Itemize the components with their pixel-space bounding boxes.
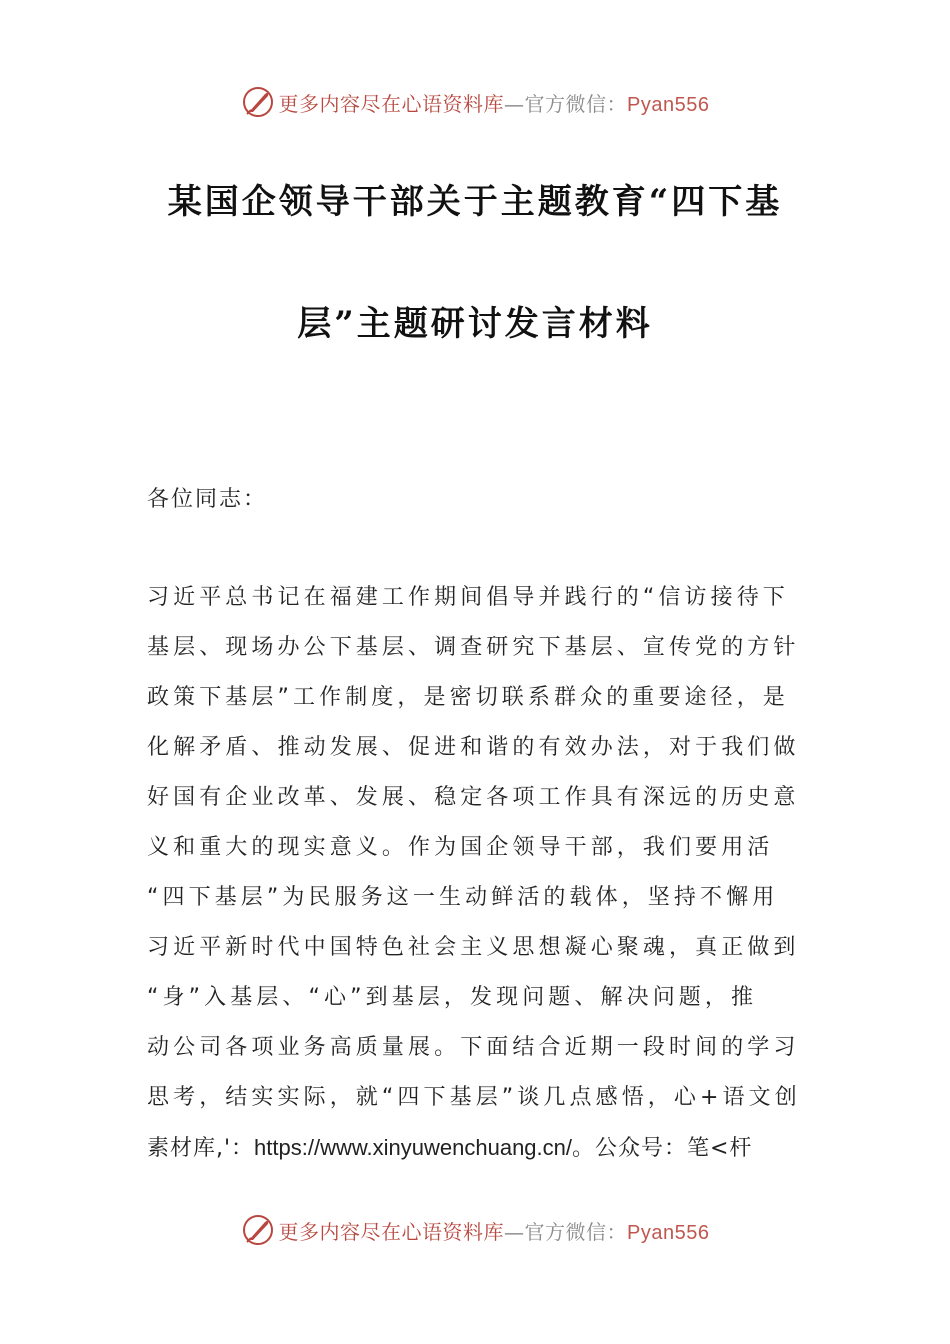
banner-wechat-id: Pyan556: [627, 93, 710, 116]
quill-logo-icon: [241, 85, 275, 119]
quill-logo-icon: [241, 1213, 275, 1247]
greeting: 各位同志：: [147, 487, 268, 512]
body-line: 义和重大的现实意义。作为国企领导干部，我们要用活: [147, 835, 774, 860]
body-line: 政策下基层”工作制度，是密切联系群众的重要途径，是: [147, 685, 789, 710]
banner-main-text: 更多内容尽在心语资料库: [278, 91, 505, 116]
banner-text: [279, 88, 710, 117]
body-line-last: [147, 1133, 807, 1183]
document-title-line-2: 层”主题研讨发言材料: [297, 304, 653, 344]
body-line: 习近平总书记在福建工作期间倡导并践行的“信访接待下: [147, 585, 789, 610]
body-line: “身”入基层、“心”到基层，发现问题、解决问题，推: [147, 985, 758, 1010]
banner-wechat-id: Pyan556: [627, 1221, 710, 1244]
banner-dash: —: [504, 91, 525, 116]
banner-main-text: 更多内容尽在心语资料库: [278, 1219, 505, 1244]
body-line: 思考，结实实际，就“四下基层”谈几点感悟，心+语文创: [147, 1085, 801, 1110]
last-line-prefix: 素材库,'：: [147, 1136, 255, 1161]
body-line: 习近平新时代中国特色社会主义思想凝心聚魂，真正做到: [147, 935, 800, 960]
body-line: “四下基层”为民服务这一生动鲜活的载体，坚持不懈用: [147, 885, 779, 910]
banner-dash: —: [504, 1219, 525, 1244]
body-line: 动公司各项业务高质量展。下面结合近期一段时间的学习: [147, 1035, 800, 1060]
body-line: 好国有企业改革、发展、稳定各项工作具有深远的历史意: [147, 785, 800, 810]
body-paragraph: [147, 583, 807, 1183]
website-link[interactable]: https://www.xinyuwenchuang.cn/: [254, 1135, 572, 1160]
banner-wechat-label: 官方微信：: [524, 1219, 628, 1244]
body-line: 基层、现场办公下基层、调查研究下基层、宣传党的方针: [147, 635, 800, 660]
banner-text: [279, 1216, 710, 1245]
document-title-line-1: 某国企领导干部关于主题教育“四下基: [167, 182, 783, 222]
banner-wechat-label: 官方微信：: [524, 91, 628, 116]
last-line-suffix: 。公众号：笔<杆: [572, 1136, 753, 1161]
footer-watermark-banner: [0, 1210, 950, 1250]
header-watermark-banner: [0, 82, 950, 122]
body-line: 化解矛盾、推动发展、促进和谐的有效办法，对于我们做: [147, 735, 800, 760]
